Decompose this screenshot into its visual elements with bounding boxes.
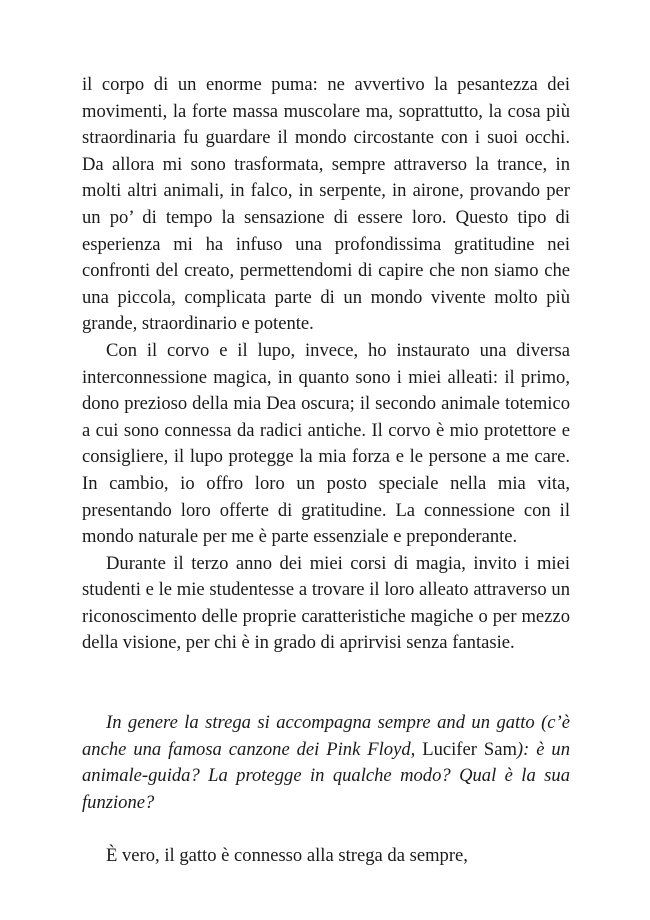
question-text-2: ): è un animale-guida? La protegge in qualche modo? Qual è la sua funzione? xyxy=(82,738,570,813)
body-paragraph-2: Con il corvo e il lupo, invece, ho instaurato una diversa interconnessione magica, in quanto sono i miei alleati: il primo, dono prezioso della mia Dea oscura; il secondo animale totemico a cui sono connessa da radici antiche. Il corvo è mio protettore e consigliere, il lupo protegge la mia forza e le persone a me care. In cambio, io offro loro un posto speciale nella mia vita, presentando loro offerte di gratitudine. La connessione con il mondo naturale per me è parte essenziale e preponderante. xyxy=(82,339,570,548)
body-paragraph-3: Durante il terzo anno dei miei corsi di magia, invito i miei studenti e le mie studentesse a trovare il loro alleato attraverso un riconoscimento delle proprie caratteristiche magiche o per mezzo della visione, per chi è in grado di aprirvisi senza fantasie. xyxy=(82,552,570,654)
book-page xyxy=(82,72,570,870)
song-title: Lucifer Sam xyxy=(422,738,517,760)
interview-answer: È vero, il gatto è connesso alla strega da sempre, xyxy=(106,845,468,867)
question-text-1: In genere la strega si accompagna sempre and un gatto (c’è anche una famosa canzone dei Pink Floyd, xyxy=(82,712,570,760)
body-paragraph-1: il corpo di un enorme puma: ne avvertivo la pesantezza dei movimenti, la forte massa muscolare ma, soprattutto, la cosa più straordinaria fu guardare il mondo circostante con i suoi occhi. Da allora mi sono trasformata, sempre attraverso la trance, in molti altri animali, in falco, in serpente, in airone, provando per un po’ di tempo la sensazione di essere loro. Questo tipo di esperienza mi ha infuso una profondissima gratitudine nei confronti del creato, permettendomi di capire che non siamo che una piccola, complicata parte di un mondo vivente molto più grande, straordinario e potente. xyxy=(82,74,570,335)
interview-question xyxy=(82,710,570,816)
